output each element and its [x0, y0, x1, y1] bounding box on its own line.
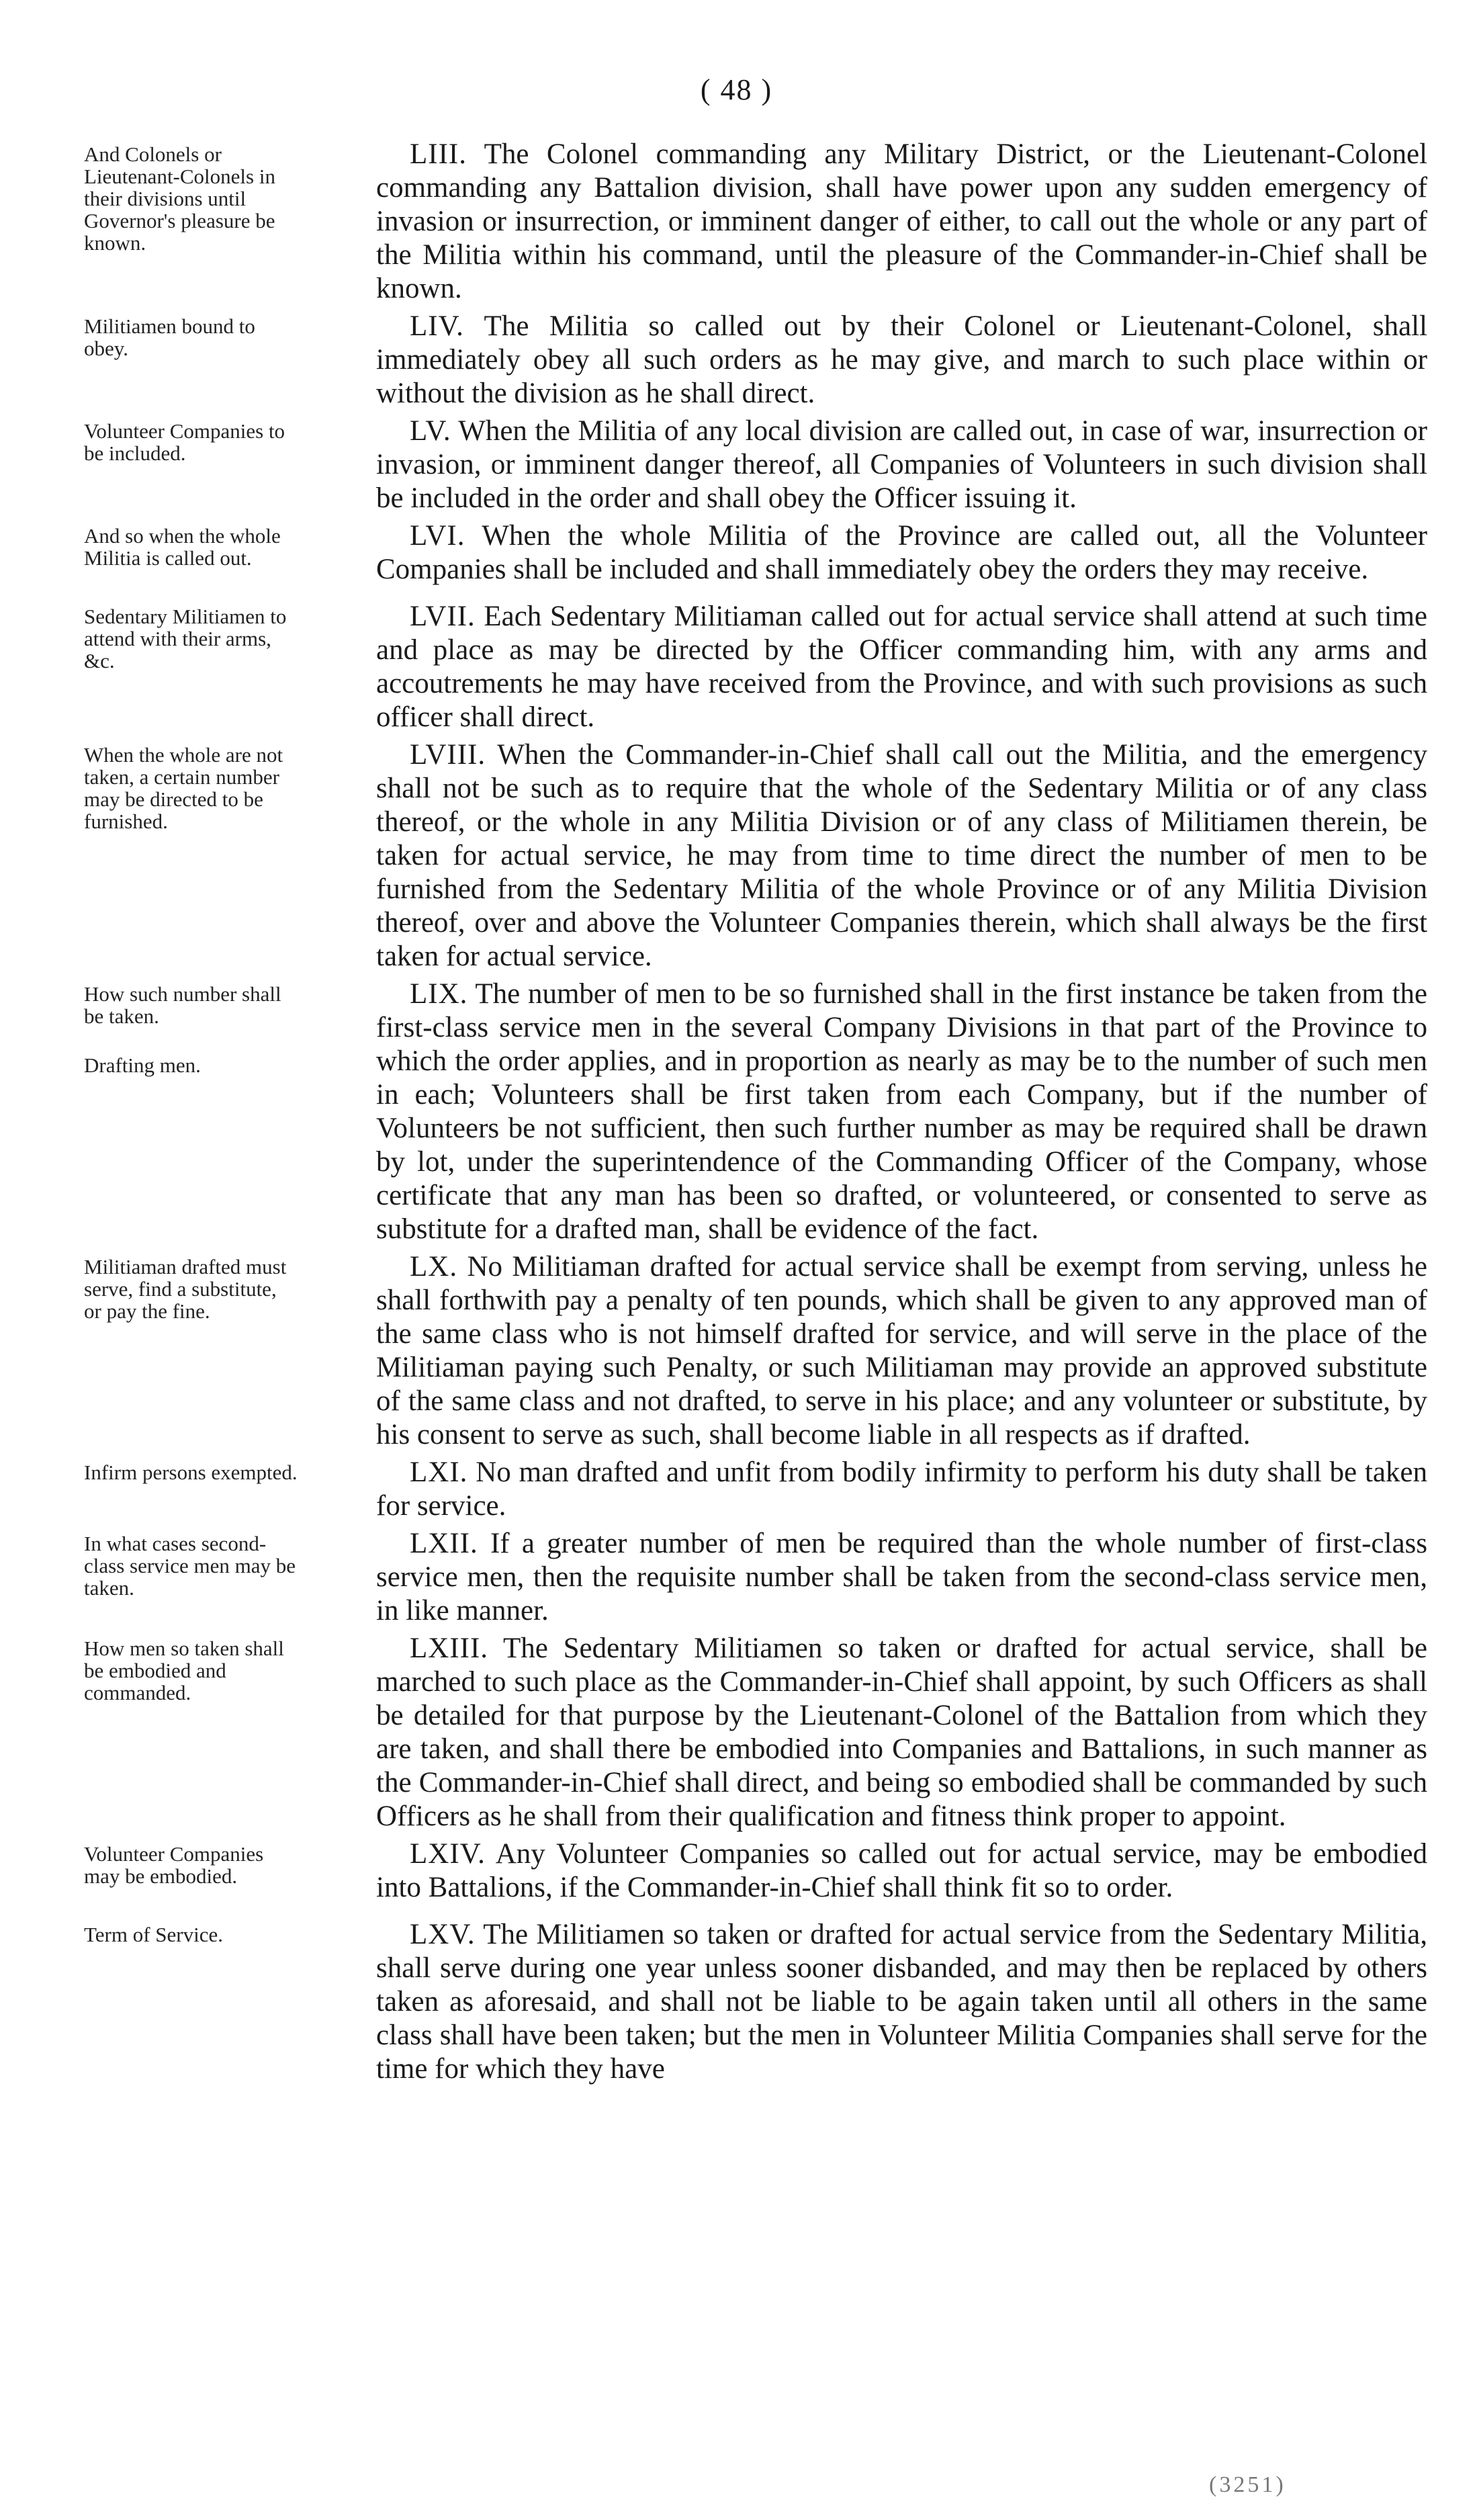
section-paragraph	[376, 310, 1427, 410]
margin-note: And Colonels or Lieutenant-Colonels in their divisions until Governor's pleasure be known.	[84, 142, 275, 255]
section-block	[84, 138, 1427, 306]
section-paragraph	[376, 738, 1427, 973]
margin-notes	[84, 1456, 299, 1510]
section-block	[84, 977, 1427, 1246]
page-number: ( 48 )	[700, 73, 773, 106]
section-paragraph	[376, 1837, 1427, 1905]
document-body	[84, 138, 1427, 2090]
section-block	[84, 310, 1427, 410]
margin-note: In what cases second-class service men may be taken.	[84, 1532, 296, 1600]
margin-note: Militiaman drafted must serve, find a substitute, or pay the fine.	[84, 1255, 287, 1323]
margin-notes	[84, 519, 299, 596]
section-text: The Militiamen so taken or drafted for actual service from the Sedentary Militia, shall serve during one year unless sooner disbanded, and may then be replaced by others taken as aforesaid, and shall not be liable to be again taken until all others in the same class shall have been taken; but the men in Volunteer Militia Companies shall serve for the time for which they have	[376, 1919, 1427, 2085]
margin-note: Infirm persons exempted.	[84, 1461, 298, 1484]
footer-mark: (3251)	[1209, 2472, 1286, 2497]
margin-notes	[84, 415, 299, 491]
section-number: LVII.	[410, 601, 476, 632]
section-paragraph	[376, 1250, 1427, 1452]
section-text: The Colonel commanding any Military District, or the Lieutenant-Colonel commanding any Battalion division, shall have power upon any sudden emergency of invasion or insurrection, or imminent danger of either, to call out the whole or any part of the Militia within his command, until the pleasure of the Commander-in-Chief shall be known.	[376, 138, 1427, 304]
section-number: LXI.	[410, 1457, 468, 1488]
margin-notes	[84, 977, 299, 1103]
section-paragraph	[376, 138, 1427, 306]
section-number: LVIII.	[410, 739, 486, 771]
section-number: LIII.	[410, 138, 467, 170]
margin-note: How such number shall be taken.	[84, 982, 281, 1028]
section-block	[84, 415, 1427, 515]
margin-notes	[84, 1918, 299, 1972]
margin-note: When the whole are not taken, a certain number may be directed to be furnished.	[84, 743, 283, 833]
margin-note: Volunteer Companies to be included.	[84, 419, 285, 465]
margin-note: How men so taken shall be embodied and commanded.	[84, 1637, 284, 1704]
section-text: Each Sedentary Militiaman called out for actual service shall attend at such time and place as may be directed by the Officer commanding him, with any arms and accoutrements he may have received from the Province, and with such provisions as such officer shall direct.	[376, 601, 1428, 733]
section-block	[84, 600, 1427, 734]
section-block	[84, 738, 1427, 973]
margin-note: Militiamen bound to obey.	[84, 314, 255, 360]
section-text: When the Commander-in-Chief shall call out the Militia, and the emergency shall not be such as to require that the whole of the Sedentary Militia or of any class thereof, or the whole in any Militia Division or of any class of Militiamen therein, be taken for actual service, he may from time to time direct the number of men to be furnished from the Sedentary Militia of the whole Province or of any Militia Division thereof, over and above the Volunteer Companies therein, which shall always be the first taken for actual service.	[376, 739, 1427, 972]
section-paragraph	[376, 1527, 1427, 1628]
margin-notes	[84, 738, 299, 859]
section-number: LV.	[410, 415, 451, 447]
section-paragraph	[376, 977, 1427, 1246]
section-text: If a greater number of men be required than the whole number of first-class service men, then the requisite number shall be taken from the second-class service men, in like manner.	[376, 1528, 1428, 1626]
margin-notes	[84, 600, 299, 699]
section-paragraph	[376, 1456, 1427, 1523]
margin-notes	[84, 310, 299, 386]
section-block	[84, 1837, 1427, 1914]
section-text: The Militia so called out by their Colonel or Lieutenant-Colonel, shall immediately obey all such orders as he may give, and march to such place within or without the division as he shall direct.	[376, 310, 1427, 409]
section-block	[84, 1918, 1427, 2086]
section-number: LXIV.	[410, 1838, 486, 1870]
margin-notes	[84, 1527, 299, 1626]
section-text: The number of men to be so furnished shall in the first instance be taken from the first-class service men in the several Company Divisions in that part of the Province to which the order applies, and in proportion as nearly as may be to the number of such men in each; Volunteers shall be first taken from each Company, but if the number of Volunteers be not sufficient, then such further number as may be required shall be drawn by lot, under the superintendence of the Commanding Officer of the Company, whose certificate that any man has been so drafted, or volunteered, or consented to serve as substitute for a drafted man, shall be evidence of the fact.	[376, 978, 1427, 1245]
margin-notes	[84, 1837, 299, 1914]
margin-note: Term of Service.	[84, 1923, 223, 1946]
section-text: Any Volunteer Companies so called out for actual service, may be embodied into Battalions, if the Commander-in-Chief shall think fit so to order.	[376, 1838, 1427, 1903]
section-paragraph	[376, 1632, 1427, 1833]
section-block	[84, 1632, 1427, 1833]
section-paragraph	[376, 519, 1427, 586]
section-text: When the whole Militia of the Province are called out, all the Volunteer Companies shall be included and shall immediately obey the orders they may receive.	[376, 520, 1427, 585]
section-number: LXII.	[410, 1528, 478, 1559]
section-block	[84, 519, 1427, 596]
section-block	[84, 1250, 1427, 1452]
section-number: LXV.	[410, 1919, 476, 1950]
section-number: LVI.	[410, 520, 465, 552]
margin-notes	[84, 1250, 299, 1349]
section-number: LXIII.	[410, 1633, 489, 1664]
margin-note: Volunteer Companies may be embodied.	[84, 1842, 264, 1888]
margin-notes	[84, 1632, 299, 1731]
margin-note: Sedentary Militiamen to attend with their arms, &c.	[84, 605, 287, 672]
section-paragraph	[376, 1918, 1427, 2086]
section-paragraph	[376, 415, 1427, 515]
section-paragraph	[376, 600, 1427, 734]
margin-note: And so when the whole Militia is called out.	[84, 524, 281, 570]
section-text: When the Militia of any local division are called out, in case of war, insurrection or invasion, or imminent danger thereof, all Companies of Volunteers in such division shall be included in the order and shall obey the Officer issuing it.	[376, 415, 1427, 514]
section-number: LX.	[410, 1251, 458, 1283]
margin-notes	[84, 138, 299, 281]
section-text: No man drafted and unfit from bodily infirmity to perform his duty shall be taken for service.	[376, 1457, 1427, 1522]
section-text: The Sedentary Militiamen so taken or drafted for actual service, shall be marched to such place as the Commander-in-Chief shall appoint, by such Officers as shall be detailed for that purpose by the Lieutenant-Colonel of the Battalion from which they are taken, and shall there be embodied into Companies and Battalions, in such manner as the Commander-in-Chief shall direct, and being so embodied shall be commanded by such Officers as he shall from their qualification and fitness think proper to appoint.	[376, 1633, 1427, 1832]
section-text: No Militiaman drafted for actual service shall be exempt from serving, unless he shall forthwith pay a penalty of ten pounds, which shall be given to any approved man of the same class who is not himself drafted for service, and will serve in the place of the Militiaman paying such Penalty, or such Militiaman may provide an approved substitute of the same class and not drafted, to serve in his place; and any volunteer or substitute, by his consent to serve as such, shall become liable in all respects as if drafted.	[376, 1251, 1428, 1450]
section-number: LIV.	[410, 310, 464, 342]
margin-note: Drafting men.	[84, 1053, 201, 1077]
section-block	[84, 1527, 1427, 1628]
section-number: LIX.	[410, 978, 468, 1010]
section-block	[84, 1456, 1427, 1523]
